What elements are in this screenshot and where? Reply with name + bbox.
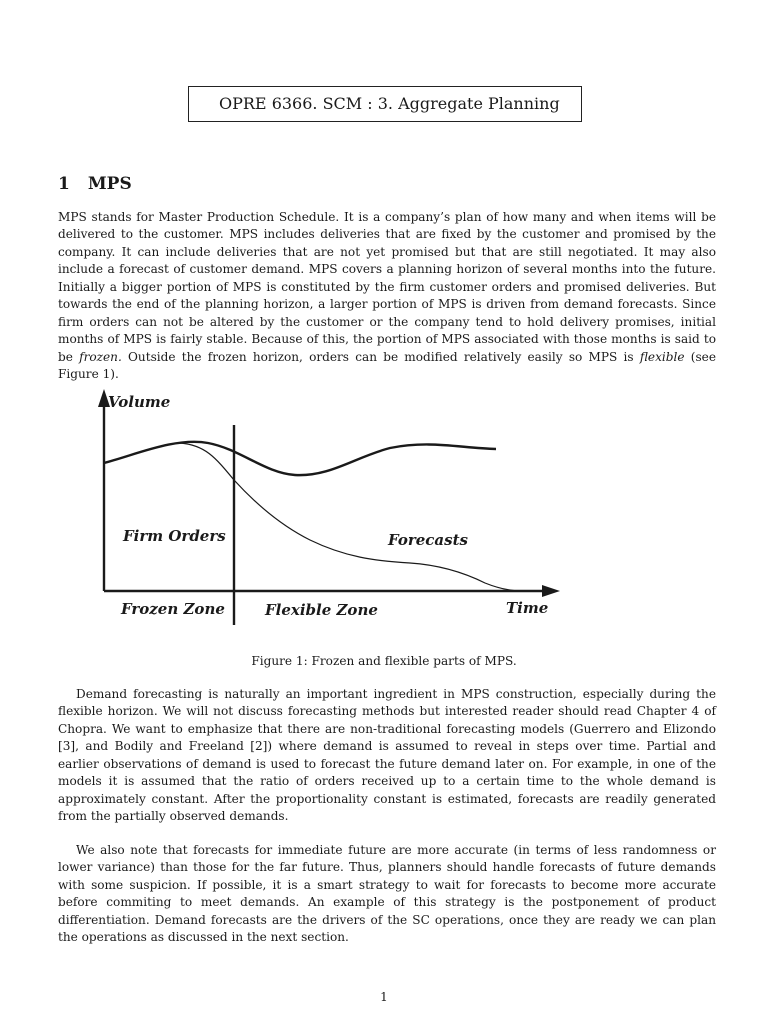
mps-figure	[90, 385, 570, 635]
paragraph-demand-forecasting: Demand forecasting is naturally an important ingredient in MPS construction, especially during the flexible horizon. We will not discuss forecasting methods but interested reader should read Chapter 4 of Chopra. We want to emphasize that there are non-traditional forecasting models (Guerrero and Elizondo [3], and Bodily and Freeland [2]) where demand is assumed to reveal in steps over time. Partial and earlier observations of demand is used to forecast the future demand later on. For example, in one of the models it is assumed that the ratio of orders received up to a certain time to the whole demand is approximately constant. After the proportionality constant is estimated, forecasts are readily generated from the partially observed demands.	[58, 687, 716, 824]
section-number: 1	[58, 174, 70, 194]
section-title: MPS	[87, 174, 132, 194]
emphasis-frozen: frozen.	[79, 349, 122, 364]
paragraph-forecast-accuracy: We also note that forecasts for immediate future are more accurate (in terms of less randomness or lower variance) than those for the far future. Thus, planners should handle forecasts of future demands with some suspicion. If possible, it is a smart strategy to wait for forecasts to become more accurate before commiting to meet demands. An example of this strategy is the postponement of product differentiation. Demand forecasts are the drivers of the SC operations, once they are ready we can plan the operations as discussed in the next section.	[58, 843, 716, 945]
emphasis-flexible: flexible	[639, 349, 685, 364]
figure-caption: Figure 1: Frozen and flexible parts of MPS.	[251, 654, 517, 668]
firm-orders-label: Firm Orders	[123, 527, 226, 545]
y-axis-label: Volume	[108, 393, 171, 411]
firm-orders-curve	[180, 443, 522, 591]
document-title: OPRE 6366. SCM : 3. Aggregate Planning	[188, 86, 582, 122]
mps-diagram	[90, 385, 570, 635]
flexible-zone-label: Flexible Zone	[265, 601, 378, 619]
page-number: 1	[380, 990, 388, 1004]
total-volume-curve	[104, 442, 496, 475]
x-axis-label: Time	[506, 599, 549, 617]
paragraph-mps-definition: MPS stands for Master Production Schedule. It is a company’s plan of how many and when items will be delivered to the customer. MPS includes deliveries that are fixed by the customer and promised by the company. It can include deliveries that are not yet promised but that are still negotiated. It may also include a forecast of customer demand. MPS covers a planning horizon of several months into the future. Initially a bigger portion of MPS is constituted by the firm customer orders and promised deliveries. But towards the end of the planning horizon, a larger portion of MPS is driven from demand forecasts. Since firm orders can not be altered by the customer or the company tend to hold delivery promises, initial months of MPS is fairly stable. Because of this, the portion of MPS associated with those months is said to be frozen. Outside the frozen horizon, orders can be modified relatively easily so MPS is flexible (see Figure 1).	[58, 210, 716, 382]
section-heading	[58, 174, 132, 194]
frozen-zone-label: Frozen Zone	[121, 600, 225, 618]
forecasts-label: Forecasts	[388, 531, 468, 549]
x-axis-arrowhead	[542, 585, 560, 597]
